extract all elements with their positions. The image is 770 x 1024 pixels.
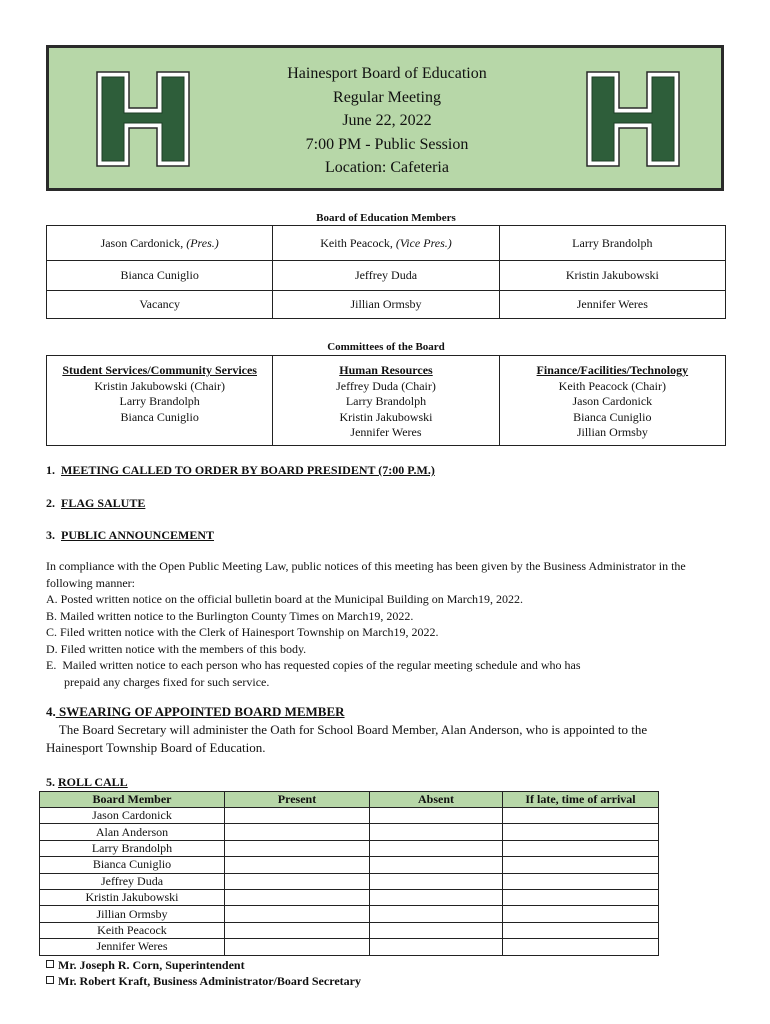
member-cell: Jennifer Weres bbox=[499, 291, 725, 319]
late-time-cell[interactable] bbox=[503, 873, 659, 889]
announcement-point: B. Mailed written notice to the Burlington County Times on March19, 2022. bbox=[46, 608, 414, 623]
late-time-cell[interactable] bbox=[503, 906, 659, 922]
h-logo-right-icon bbox=[585, 70, 681, 168]
present-cell[interactable] bbox=[225, 922, 370, 938]
committee-member: Kristin Jakubowski (Chair) bbox=[94, 378, 225, 393]
committee-member: Jason Cardonick bbox=[572, 394, 653, 408]
header-line: Hainesport Board of Education bbox=[287, 65, 487, 82]
table-row bbox=[40, 906, 659, 922]
header-line: June 22, 2022 bbox=[342, 112, 432, 129]
announcement-line: In compliance with the Open Public Meeting Law, public notices of this meeting has been given by the Business Administrator in the bbox=[46, 559, 686, 573]
roll-member-name: Jason Cardonick bbox=[40, 808, 225, 824]
agenda-item-3: 3. PUBLIC ANNOUNCEMENT bbox=[46, 528, 215, 542]
checkbox[interactable] bbox=[46, 976, 54, 984]
announcement-line: following manner: bbox=[46, 575, 135, 590]
member-cell: Jeffrey Duda bbox=[273, 261, 499, 291]
absent-cell[interactable] bbox=[370, 939, 503, 955]
staff-item: Mr. Joseph R. Corn, Superintendent bbox=[46, 958, 245, 973]
members-table bbox=[46, 225, 726, 319]
committee-member: Bianca Cuniglio bbox=[120, 409, 199, 424]
present-cell[interactable] bbox=[225, 889, 370, 905]
committee-member: Keith Peacock (Chair) bbox=[558, 378, 666, 393]
absent-cell[interactable] bbox=[370, 808, 503, 824]
late-time-cell[interactable] bbox=[503, 840, 659, 856]
roll-member-name: Bianca Cuniglio bbox=[40, 857, 225, 873]
committees-title: Committees of the Board bbox=[327, 341, 445, 353]
staff-item: Mr. Robert Kraft, Business Administrator/Board Secretary bbox=[46, 974, 361, 989]
table-row bbox=[40, 939, 659, 955]
swearing-line: Hainesport Township Board of Education. bbox=[46, 740, 266, 755]
member-cell: Kristin Jakubowski bbox=[499, 261, 725, 291]
committee-cell bbox=[499, 356, 725, 446]
agenda-item-5: 5. ROLL CALL bbox=[46, 775, 128, 789]
present-cell[interactable] bbox=[225, 906, 370, 922]
committee-member: Jennifer Weres bbox=[350, 425, 422, 439]
roll-member-name: Keith Peacock bbox=[40, 922, 225, 938]
column-header: Absent bbox=[370, 792, 503, 808]
absent-cell[interactable] bbox=[370, 824, 503, 840]
absent-cell[interactable] bbox=[370, 906, 503, 922]
committee-member: Jeffrey Duda (Chair) bbox=[336, 378, 436, 393]
table-row bbox=[47, 261, 726, 291]
announcement-point: D. Filed written notice with the members of this body. bbox=[46, 641, 307, 656]
announcement-point: E. Mailed written notice to each person who has requested copies of the regular meeting schedule and who has bbox=[46, 658, 581, 672]
present-cell[interactable] bbox=[225, 873, 370, 889]
column-header: Present bbox=[225, 792, 370, 808]
meeting-header bbox=[46, 45, 724, 191]
late-time-cell[interactable] bbox=[503, 808, 659, 824]
roll-member-name: Kristin Jakubowski bbox=[40, 889, 225, 905]
agenda-item-4: 4. SWEARING OF APPOINTED BOARD MEMBER bbox=[46, 704, 345, 719]
announcement-point: C. Filed written notice with the Clerk of Hainesport Township on March19, 2022. bbox=[46, 625, 439, 639]
member-cell: Jason Cardonick, (Pres.) bbox=[47, 226, 273, 261]
committee-member: Larry Brandolph bbox=[119, 394, 200, 408]
roll-member-name: Jillian Ormsby bbox=[40, 906, 225, 922]
checkbox[interactable] bbox=[46, 960, 54, 968]
table-row bbox=[40, 808, 659, 824]
roll-member-name: Larry Brandolph bbox=[40, 840, 225, 856]
swearing-line: The Board Secretary will administer the Oath for School Board Member, Alan Anderson, who is appointed to the bbox=[46, 722, 648, 737]
absent-cell[interactable] bbox=[370, 840, 503, 856]
header-line: Regular Meeting bbox=[333, 88, 441, 106]
announcement-point: prepaid any charges fixed for such service. bbox=[46, 674, 270, 689]
table-row bbox=[40, 873, 659, 889]
member-cell: Bianca Cuniglio bbox=[47, 261, 273, 291]
member-cell: Keith Peacock, (Vice Pres.) bbox=[273, 226, 499, 261]
absent-cell[interactable] bbox=[370, 889, 503, 905]
table-row bbox=[40, 824, 659, 840]
late-time-cell[interactable] bbox=[503, 857, 659, 873]
late-time-cell[interactable] bbox=[503, 889, 659, 905]
column-header: Board Member bbox=[40, 792, 225, 808]
late-time-cell[interactable] bbox=[503, 939, 659, 955]
agenda-item-1: 1. MEETING CALLED TO ORDER BY BOARD PRESIDENT (7:00 P.M.) bbox=[46, 463, 435, 477]
member-cell: Larry Brandolph bbox=[499, 226, 725, 261]
member-cell: Jillian Ormsby bbox=[273, 291, 499, 319]
absent-cell[interactable] bbox=[370, 922, 503, 938]
committee-name: Finance/Facilities/Technology bbox=[536, 363, 689, 377]
committee-name: Human Resources bbox=[339, 363, 433, 377]
committee-member: Larry Brandolph bbox=[345, 394, 427, 408]
roll-member-name: Jennifer Weres bbox=[40, 939, 225, 955]
table-row bbox=[40, 889, 659, 905]
table-row bbox=[47, 291, 726, 319]
present-cell[interactable] bbox=[225, 840, 370, 856]
swearing-text bbox=[46, 721, 726, 757]
table-row bbox=[47, 356, 726, 446]
late-time-cell[interactable] bbox=[503, 922, 659, 938]
table-row bbox=[40, 857, 659, 873]
column-header: If late, time of arrival bbox=[503, 792, 659, 808]
roll-call-table bbox=[39, 791, 659, 956]
roll-member-name: Jeffrey Duda bbox=[40, 873, 225, 889]
present-cell[interactable] bbox=[225, 824, 370, 840]
absent-cell[interactable] bbox=[370, 857, 503, 873]
committee-member: Jillian Ormsby bbox=[576, 425, 648, 439]
late-time-cell[interactable] bbox=[503, 824, 659, 840]
committee-cell bbox=[273, 356, 499, 446]
committee-name: Student Services/Community Services bbox=[62, 363, 257, 377]
table-row bbox=[40, 840, 659, 856]
committee-member: Kristin Jakubowski bbox=[339, 409, 433, 424]
present-cell[interactable] bbox=[225, 939, 370, 955]
table-header-row bbox=[40, 792, 659, 808]
header-line: 7:00 PM - Public Session bbox=[305, 135, 469, 153]
agenda-item-2: 2. FLAG SALUTE bbox=[46, 496, 146, 510]
present-cell[interactable] bbox=[225, 857, 370, 873]
committee-cell bbox=[47, 356, 273, 446]
h-logo-left-icon bbox=[95, 70, 191, 168]
announcement-text bbox=[46, 558, 726, 690]
header-line: Location: Cafeteria bbox=[325, 159, 449, 176]
members-title: Board of Education Members bbox=[316, 212, 456, 224]
present-cell[interactable] bbox=[225, 808, 370, 824]
header-title-block bbox=[249, 62, 525, 180]
absent-cell[interactable] bbox=[370, 873, 503, 889]
committee-member: Bianca Cuniglio bbox=[573, 409, 652, 424]
announcement-point: A. Posted written notice on the official bulletin board at the Municipal Building on March19, 2022. bbox=[46, 592, 524, 606]
member-cell: Vacancy bbox=[47, 291, 273, 319]
table-row bbox=[40, 922, 659, 938]
table-row bbox=[47, 226, 726, 261]
committees-table bbox=[46, 355, 726, 446]
roll-member-name: Alan Anderson bbox=[40, 824, 225, 840]
